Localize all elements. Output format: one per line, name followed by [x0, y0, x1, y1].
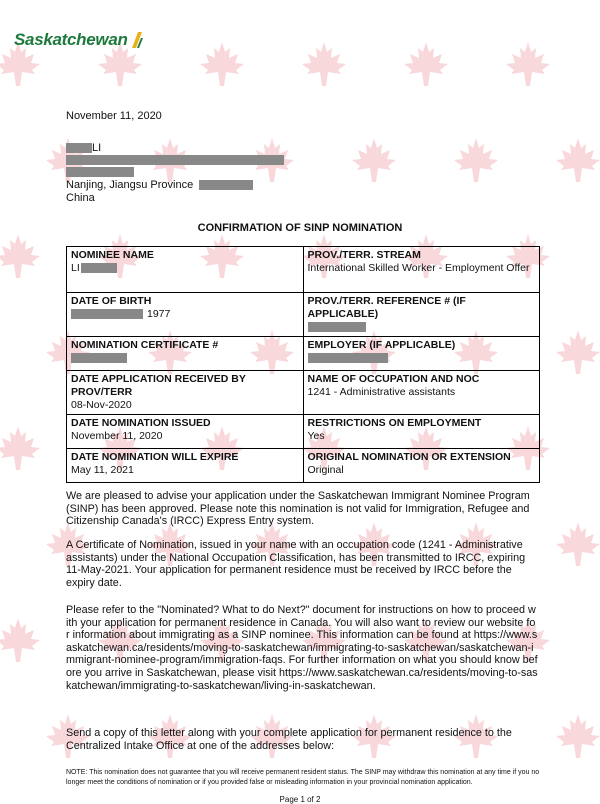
field-value: International Skilled Worker - Employment Offer [307, 262, 530, 274]
maple-leaf-icon [198, 40, 246, 88]
field-value: Original [307, 464, 344, 476]
table-cell [303, 337, 540, 371]
table-cell [67, 449, 304, 483]
maple-leaf-icon [0, 616, 42, 664]
field-label: PROV./TERR. REFERENCE # (IF APPLICABLE) [307, 295, 466, 320]
wheat-icon [130, 30, 144, 50]
body-paragraph-1: We are pleased to advise your application under the Saskatchewan Immigrant Nominee Program (SINP) has been approved. Please note this nomination is not valid for Immigration, Refugee and Citizenship Canada's (IRCC) Express Entry system. [66, 490, 530, 528]
field-label: DATE NOMINATION WILL EXPIRE [71, 451, 239, 463]
maple-leaf-icon [554, 520, 600, 568]
field-value: 08-Nov-2020 [71, 399, 132, 411]
field-label: NOMINEE NAME [71, 249, 154, 261]
table-row [67, 415, 540, 449]
field-value: November 11, 2020 [71, 430, 163, 442]
body-paragraph-2: A Certificate of Nomination, issued in your name with an occupation code (1241 - Administrative assistants) under the National Occupation Classification, has been transmitted to IRCC, expiring 11-May-2021. Your application for permanent residence must be received by IRCC before the expiry date. [66, 539, 526, 589]
maple-leaf-icon [452, 136, 500, 184]
field-label: ORIGINAL NOMINATION OR EXTENSION [307, 451, 511, 463]
redaction-bar [81, 263, 117, 273]
recipient-city: Nanjing, Jiangsu Province [66, 179, 194, 191]
table-cell [303, 415, 540, 449]
table-row [67, 293, 540, 337]
field-value: May 11, 2021 [71, 464, 134, 476]
maple-leaf-icon [554, 328, 600, 376]
table-cell [67, 415, 304, 449]
maple-leaf-icon [300, 40, 348, 88]
letter-date: November 11, 2020 [66, 110, 162, 122]
field-value: Yes [307, 430, 325, 442]
redaction-bar [66, 167, 134, 177]
nomination-table [66, 246, 540, 483]
table-cell [67, 337, 304, 371]
footer-note: NOTE: This nomination does not guarantee that you will receive permanent resident status. The SINP may withdraw this nomination at any time if you no longer meet the conditions of nomination or if you provided false or misleading information in your provincial nomination application. [66, 769, 540, 786]
recipient-address-line-2 [66, 165, 134, 179]
table-cell [303, 371, 540, 415]
table-cell [303, 247, 540, 293]
field-value [308, 352, 536, 365]
field-label: EMPLOYER (IF APPLICABLE) [307, 339, 456, 351]
field-value: 1977 [71, 308, 299, 321]
maple-leaf-icon [554, 136, 600, 184]
recipient-country: China [66, 192, 95, 204]
table-row [67, 449, 540, 483]
recipient-city-line [66, 178, 253, 192]
saskatchewan-logo [14, 30, 144, 50]
field-label: DATE NOMINATION ISSUED [71, 417, 211, 429]
body-paragraph-3: Please refer to the "Nominated? What to do Next?" document for instructions on how to proceed with your application for permanent residence in Canada. You will also want to review our website for information about immigrating as a SINP nominee. This information can be found at https://www.saskatchewan.ca/residents/moving-to-saskatchewan/immigrating-to-saskatchewan/saskatchewan-immigrant-nominee-program/immigration-faqs. For further information on what you should know before you arrive in Saskatchewan, please visit https://www.saskatchewan.ca/residents/moving-to-saskatchewan/immigrating-to-saskatchewan/living-in-saskatchewan. [66, 604, 538, 692]
maple-leaf-icon [350, 136, 398, 184]
table-row [67, 371, 540, 415]
field-value: LI [71, 262, 299, 275]
table-cell [303, 449, 540, 483]
redaction-bar [66, 155, 284, 165]
redaction-bar [71, 353, 127, 363]
field-value [71, 352, 299, 365]
field-label: DATE OF BIRTH [71, 295, 152, 307]
field-label: DATE APPLICATION RECEIVED BY PROV/TERR [71, 373, 246, 398]
redaction-bar [308, 322, 366, 332]
table-cell [67, 371, 304, 415]
page-number: Page 1 of 2 [279, 795, 321, 804]
table-row [67, 337, 540, 371]
redaction-bar [308, 353, 388, 363]
table-row [67, 247, 540, 293]
document-title: CONFIRMATION OF SINP NOMINATION [197, 222, 403, 234]
field-label: PROV./TERR. STREAM [307, 249, 421, 261]
redaction-bar [66, 143, 92, 153]
field-label: RESTRICTIONS ON EMPLOYMENT [307, 417, 482, 429]
redaction-bar [199, 180, 253, 190]
maple-leaf-icon [554, 712, 600, 760]
table-cell [67, 247, 304, 293]
maple-leaf-icon [504, 40, 552, 88]
recipient-name: LI [92, 142, 102, 154]
table-cell [303, 293, 540, 337]
maple-leaf-icon [0, 424, 42, 472]
maple-leaf-icon [402, 40, 450, 88]
logo-text: Saskatchewan [14, 30, 128, 49]
redaction-bar [71, 309, 143, 319]
field-label: NOMINATION CERTIFICATE # [71, 339, 219, 351]
field-label: NAME OF OCCUPATION AND NOC [307, 373, 480, 385]
maple-leaf-icon [0, 232, 42, 280]
field-value: 1241 - Administrative assistants [307, 386, 456, 398]
body-paragraph-4: Send a copy of this letter along with your complete application for permanent residence to the Centralized Intake Office at one of the addresses below: [66, 727, 512, 752]
field-value [308, 321, 536, 334]
table-cell [67, 293, 304, 337]
